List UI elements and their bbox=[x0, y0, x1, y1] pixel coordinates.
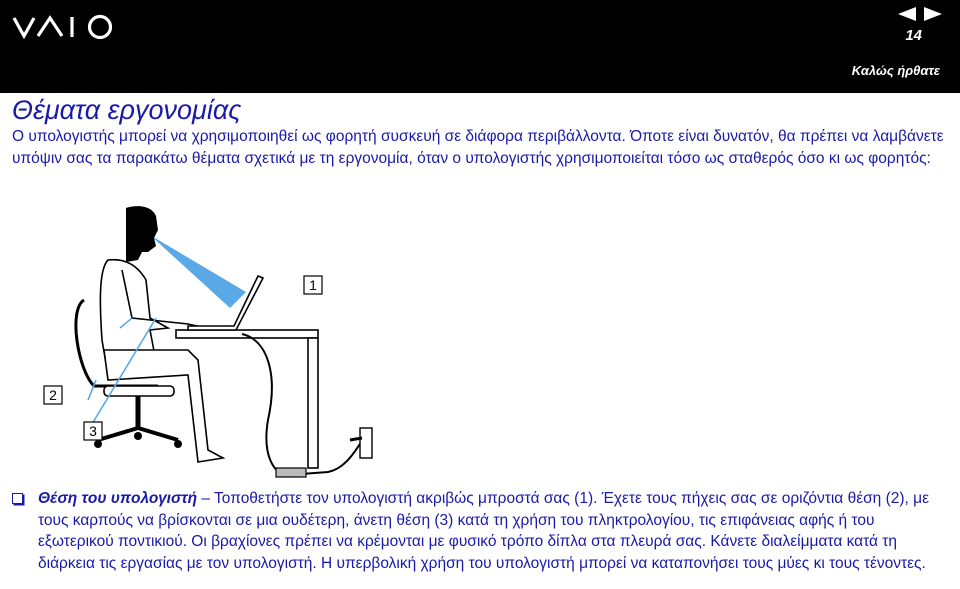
vaio-logo bbox=[12, 12, 122, 42]
arrow-left-icon[interactable] bbox=[898, 7, 916, 21]
list-item bbox=[12, 488, 952, 574]
item-dash: – bbox=[197, 490, 215, 507]
line-of-sight-beam bbox=[150, 235, 246, 308]
power-adapter bbox=[276, 468, 306, 477]
power-cable bbox=[242, 334, 363, 475]
person-legs bbox=[104, 350, 223, 462]
callout-2 bbox=[44, 386, 62, 404]
ergonomics-illustration bbox=[38, 200, 383, 485]
item-term: Θέση του υπολογιστή bbox=[38, 490, 198, 507]
bullet-box-icon bbox=[12, 493, 23, 504]
person-head bbox=[126, 206, 158, 262]
callout-1 bbox=[304, 276, 322, 294]
svg-text:2: 2 bbox=[49, 387, 57, 403]
wall-outlet bbox=[360, 428, 372, 458]
svg-text:1: 1 bbox=[309, 277, 317, 293]
section-title-link[interactable]: Καλώς ήρθατε bbox=[851, 63, 940, 78]
header-bar bbox=[0, 0, 960, 93]
page-number: 14 bbox=[905, 27, 922, 44]
callout-3 bbox=[84, 422, 102, 440]
svg-text:3: 3 bbox=[89, 423, 97, 439]
intro-paragraph: Ο υπολογιστής μπορεί να χρησιμοποιηθεί ως φορητή συσκευή σε διάφορα περιβάλλοντα. Όποτε είναι δυνατόν, θα πρέπει να λαμβάνετε υπόψιν σας τα παρακάτω θέματα σχετικά με τη εργονομία, όταν ο υπολογιστής χρησιμοποιείται τόσο ως σταθερός όσο κι ως φορητός: bbox=[12, 128, 944, 167]
arrow-right-icon[interactable] bbox=[924, 7, 942, 21]
page-navigation bbox=[898, 7, 942, 21]
desk-top bbox=[176, 330, 318, 338]
item-description: Τοποθετήστε τον υπολογιστή ακριβώς μπροστά σας (1). Έχετε τους πήχεις σας σε οριζόντια θέση (2), με τους καρπούς να βρίσκονται σε μια ουδέτερη, άνετη θέση (3) κατά τη χρήση του πληκτρολογίου, τις επιφάνειας αφής ή του εξωτερικού ποντικιού. Οι βραχίονες πρέπει να κρέμονται με φυσικό τρόπο δίπλα στα πλευρά σας. Κάνετε διαλείμματα κατά τη διάρκεια τις εργασίας με τον υπολογιστή. Η υπερβολική χρήση του υπολογιστή μπορεί να καταπονήσει τους μύες κι τους τένοντες. bbox=[38, 490, 929, 572]
desk-leg bbox=[308, 338, 318, 468]
list-item-text bbox=[38, 488, 942, 574]
page-title: Θέματα εργονομίας bbox=[12, 95, 242, 125]
